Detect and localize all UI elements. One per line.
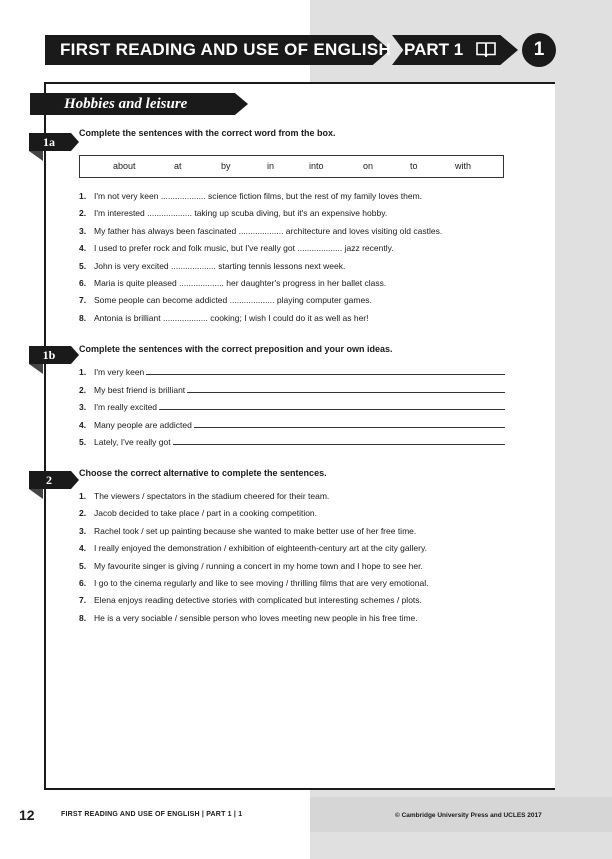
sentence-text: Jacob decided to take place / part in a cooking competition.: [94, 508, 318, 519]
answer-line[interactable]: [159, 399, 505, 410]
answer-line[interactable]: [194, 417, 505, 428]
list-item: 7. Elena enjoys reading detective stories with complicated but interesting schemes / plots.: [79, 595, 422, 606]
exercise-1a-instruction: Complete the sentences with the correct word from the box.: [79, 128, 336, 138]
sentence-text: The viewers / spectators in the stadium cheered for their team.: [94, 491, 330, 501]
answer-line[interactable]: [173, 434, 505, 445]
list-item: 5. My favourite singer is giving / running a concert in my home town and I hope to see her.: [79, 560, 423, 571]
sentence-start: My best friend is brilliant: [94, 384, 186, 395]
list-item: 3. Rachel took / set up painting because she wanted to make better use of her free time.: [79, 525, 417, 536]
exercise-1b-list: [79, 364, 505, 452]
section-title: Hobbies and leisure: [64, 96, 188, 112]
list-item: 4. Many people are addicted: [79, 417, 505, 435]
sentence-text: I really enjoyed the demonstration / exhibition of eighteenth-century art at the city gallery.: [94, 543, 427, 554]
footer-copyright: © Cambridge University Press and UCLES 2017: [395, 812, 542, 819]
sentence-text: Rachel took / set up painting because she wanted to make better use of her free time.: [94, 525, 417, 536]
list-item: 6. I go to the cinema regularly and like to see moving / thrilling films that are very emotional.: [79, 577, 429, 588]
exercise-2-tab: [29, 471, 79, 489]
exercise-label: 1a: [43, 135, 55, 149]
page-number: 12: [19, 807, 35, 823]
exercise-1b-tab: [29, 346, 79, 364]
sentence-text: I'm not very keen ................... science fiction films, but the rest of my family loves them.: [94, 191, 423, 201]
list-item: 8. He is a very sociable / sensible person who loves meeting new people in his free time.: [79, 612, 418, 623]
list-item: 2. Jacob decided to take place / part in a cooking competition.: [79, 508, 318, 519]
box-word: to: [410, 161, 418, 171]
exercise-1a-tab: [29, 133, 79, 151]
list-item: 6. Maria is quite pleased ................... her daughter's progress in her ballet class.: [79, 277, 387, 288]
sentence-start: Many people are addicted: [94, 419, 192, 430]
sentence-start: I'm really excited: [94, 402, 158, 413]
sentence-text: He is a very sociable / sensible person who loves meeting new people in his free time.: [94, 612, 418, 623]
list-item: 4. I used to prefer rock and folk music, but I've really got ................... jazz recently.: [79, 243, 394, 254]
list-item: 8. Antonia is brilliant ................... cooking; I wish I could do it as well as her!: [79, 312, 369, 323]
list-item: 2. I'm interested ................... taking up scuba diving, but it's an expensive hobby.: [79, 208, 388, 219]
box-word: into: [309, 161, 324, 171]
box-word: in: [267, 161, 275, 171]
list-item: 1. I'm very keen: [79, 364, 505, 382]
sentence-text: John is very excited ................... starting tennis lessons next week.: [94, 260, 346, 271]
sentence-text: My favourite singer is giving / running a concert in my home town and I hope to see her.: [94, 560, 423, 571]
sentence-text: Some people can become addicted ................... playing computer games.: [94, 295, 372, 306]
sentence-text: My father has always been fascinated ................... architecture and loves visiting old castles.: [94, 225, 443, 236]
exercise-label: 2: [46, 473, 52, 487]
box-word: by: [221, 161, 231, 171]
exercise-1b-instruction: Complete the sentences with the correct preposition and your own ideas.: [79, 344, 393, 354]
sentence-text: Maria is quite pleased ................... her daughter's progress in her ballet class.: [94, 277, 387, 288]
list-item: 7. Some people can become addicted ................... playing computer games.: [79, 295, 372, 306]
sentence-text: Elena enjoys reading detective stories with complicated but interesting schemes / plots.: [94, 595, 422, 606]
box-word: at: [174, 161, 182, 171]
exercise-label: 1b: [42, 348, 56, 362]
box-word: about: [113, 161, 136, 171]
list-item: 3. My father has always been fascinated ................... architecture and loves visiting old castles.: [79, 225, 443, 236]
sentence-text: Antonia is brilliant ................... cooking; I wish I could do it as well as her!: [94, 312, 369, 323]
list-item: 4. I really enjoyed the demonstration / exhibition of eighteenth-century art at the city gallery.: [79, 543, 427, 554]
word-box: [79, 155, 504, 178]
answer-line[interactable]: [146, 364, 505, 375]
list-item: 5. John is very excited ................... starting tennis lessons next week.: [79, 260, 346, 271]
sentence-text: I go to the cinema regularly and like to see moving / thrilling films that are very emotional.: [94, 577, 429, 588]
unit-number-badge: 1: [522, 33, 556, 67]
sentence-start: I'm very keen: [94, 367, 145, 377]
exercise-2-list: [79, 488, 429, 627]
header-part-label: PART 1: [404, 40, 464, 59]
box-word: on: [363, 161, 374, 171]
list-item: 5. Lately, I've really got: [79, 434, 505, 452]
sentence-text: I used to prefer rock and folk music, but I've really got ................... jazz recently.: [94, 243, 394, 254]
answer-line[interactable]: [187, 382, 505, 393]
exercise-2-instruction: Choose the correct alternative to complete the sentences.: [79, 468, 327, 478]
sentence-text: I'm interested ................... taking up scuba diving, but it's an expensive hobby.: [94, 208, 388, 219]
list-item: 1. The viewers / spectators in the stadium cheered for their team.: [79, 491, 330, 501]
exercise-1a-list: [79, 188, 442, 327]
list-item: 3. I'm really excited: [79, 399, 505, 417]
list-item: 2. My best friend is brilliant: [79, 382, 505, 400]
box-word: with: [455, 161, 472, 171]
open-book-icon: [476, 41, 496, 57]
list-item: 1. I'm not very keen ................... science fiction films, but the rest of my family loves them.: [79, 191, 423, 201]
header-title: FIRST READING AND USE OF ENGLISH: [60, 40, 392, 59]
sentence-start: Lately, I've really got: [94, 437, 171, 448]
footer-running-title: FIRST READING AND USE OF ENGLISH | PART 1 | 1: [61, 811, 243, 818]
